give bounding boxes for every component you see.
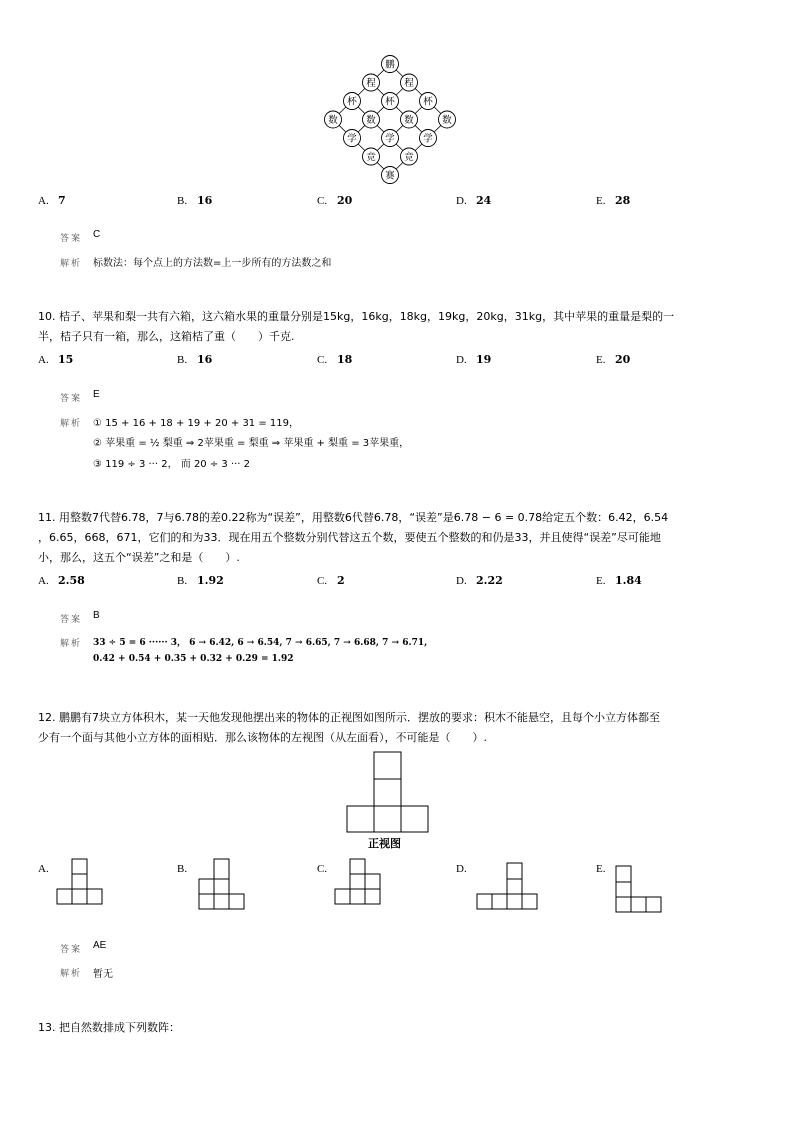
q10-option-d-letter: D. (456, 354, 467, 366)
q11-analysis-label: 解析 (60, 639, 83, 649)
q9-answer: C (93, 229, 101, 240)
diamond-node (382, 167, 399, 184)
diamond-node (420, 93, 437, 110)
q12-option-d-letter: D. (456, 863, 467, 875)
q12-option-c-letter: C. (317, 863, 328, 875)
q10-option-e-letter: E. (596, 354, 606, 366)
q9-option-d-letter: D. (456, 195, 467, 207)
q9-option-e-value: 28 (615, 194, 631, 207)
q9-analysis-label: 解析 (60, 259, 83, 269)
diamond-node (401, 148, 418, 165)
q9-analysis: 标数法：每个点上的方法数=上一步所有的方法数之和 (93, 258, 332, 269)
q10-step-2: ② 苹果重 = ½ 梨重 ⇒ 2苹果重 = 梨重 ⇒ 苹果重 + 梨重 = 3苹果重， (93, 438, 410, 449)
q11-option-b-value: 1.92 (197, 574, 224, 587)
q10-answer: E (93, 389, 100, 400)
diamond-node (363, 148, 380, 165)
q11-option-d-letter: D. (456, 575, 467, 587)
q12-answer-label: 答案 (60, 945, 83, 955)
q11-option-c-letter: C. (317, 575, 328, 587)
diamond-node (344, 93, 361, 110)
q10-stem-line1: 10. 桔子、苹果和梨一共有六箱，这六箱水果的重量分别是15kg，16kg，18kg，19kg，20kg，31kg，其中苹果的重量是梨的一 (38, 310, 675, 323)
q10-option-b-value: 16 (197, 353, 213, 366)
diamond-node (401, 74, 418, 91)
q11-option-b-letter: B. (177, 575, 188, 587)
diamond-node (363, 111, 380, 128)
diamond-node-label: 数 (442, 115, 452, 126)
q10-option-c-value: 18 (337, 353, 353, 366)
q11-option-d-value: 2.22 (476, 574, 503, 587)
q10-step-3: ③ 119 ÷ 3 ··· 2， 而 20 ÷ 3 ··· 2 (93, 459, 251, 470)
diamond-node-label: 杯 (385, 96, 395, 108)
diamond-node-label: 学 (347, 133, 357, 145)
q12-option-a-figure (56, 858, 104, 906)
q12-stem-line2: 少有一个面与其他小立方体的面相贴．那么该物体的左视图（从左面看），不可能是（ ）. (38, 731, 487, 744)
q10-analysis-label: 解析 (60, 419, 83, 429)
diamond-node (382, 56, 399, 73)
q9-option-a-letter: A. (38, 195, 49, 207)
front-view-figure (346, 750, 430, 834)
diamond-node-label: 程 (404, 78, 414, 89)
diamond-node (382, 93, 399, 110)
q10-option-d-value: 19 (476, 353, 492, 366)
diamond-node-label: 杯 (347, 96, 357, 108)
q10-answer-label: 答案 (60, 394, 83, 404)
q9-option-c-value: 20 (337, 194, 353, 207)
q12-stem-line1: 12. 鹏鹏有7块立方体积木，某一天他发现他摆出来的物体的正视图如图所示．摆放的要求：积木不能悬空，且每个小立方体都至 (38, 711, 660, 724)
q11-answer: B (93, 610, 100, 621)
q13-stem-line1: 13. 把自然数排成下列数阵： (38, 1021, 180, 1034)
diamond-node-label: 数 (366, 115, 376, 126)
diamond-grid-figure (320, 52, 460, 188)
q12-analysis: 暂无 (93, 969, 113, 980)
diamond-node (363, 74, 380, 91)
q11-option-a-letter: A. (38, 575, 49, 587)
q11-stem-line3: 小，那么，这五个“误差”之和是（ ）. (38, 551, 240, 564)
q11-option-a-value: 2.58 (58, 574, 85, 587)
diamond-node (420, 130, 437, 147)
diamond-node-label: 鹏 (385, 59, 395, 71)
q12-option-d-figure (476, 862, 540, 912)
front-view-label: 正视图 (368, 837, 401, 850)
diamond-node (325, 111, 342, 128)
q12-analysis-label: 解析 (60, 969, 83, 979)
diamond-node-label: 学 (423, 133, 433, 145)
q12-option-e-letter: E. (596, 863, 606, 875)
q11-option-e-letter: E. (596, 575, 606, 587)
q11-option-e-value: 1.84 (615, 574, 642, 587)
q9-option-b-value: 16 (197, 194, 213, 207)
q12-option-a-letter: A. (38, 863, 49, 875)
q9-option-b-letter: B. (177, 195, 188, 207)
q10-option-e-value: 20 (615, 353, 631, 366)
q12-option-b-letter: B. (177, 863, 188, 875)
diamond-node-label: 程 (366, 78, 376, 89)
diamond-node (439, 111, 456, 128)
q11-step-2: 0.42 + 0.54 + 0.35 + 0.32 + 0.29 = 1.92 (93, 654, 294, 664)
q9-option-c-letter: C. (317, 195, 328, 207)
q12-option-c-figure (334, 858, 382, 906)
q11-option-c-value: 2 (337, 574, 345, 587)
diamond-node-label: 数 (328, 115, 338, 126)
q12-answer: AE (93, 940, 107, 951)
q9-option-a-value: 7 (58, 194, 66, 207)
q10-step-1: ① 15 + 16 + 18 + 19 + 20 + 31 = 119， (93, 418, 299, 429)
q9-option-e-letter: E. (596, 195, 606, 207)
q11-stem-line2: ，6.65，668，671，它们的和为33．现在用五个整数分别代替这五个数，要使五个整数的和仍是33，并且使得“误差”尽可能地 (38, 531, 661, 544)
q12-option-b-figure (198, 858, 246, 912)
q11-step-1: 33 ÷ 5 = 6 ······ 3， 6 → 6.42, 6 → 6.54, 7 → 6.65, 7 → 6.68, 7 → 6.71, (93, 638, 428, 648)
diamond-node (382, 130, 399, 147)
diamond-node (401, 111, 418, 128)
q10-option-a-value: 15 (58, 353, 74, 366)
q11-stem-line1: 11. 用整数7代替6.78，7与6.78的差0.22称为“误差”，用整数6代替6.78，“误差”是6.78 − 6 = 0.78给定五个数：6.42，6.54 (38, 511, 669, 524)
q10-option-c-letter: C. (317, 354, 328, 366)
diamond-node-label: 竞 (366, 152, 376, 163)
diamond-node-label: 杯 (423, 96, 433, 108)
q10-option-b-letter: B. (177, 354, 188, 366)
diamond-node-label: 数 (404, 115, 414, 126)
q9-option-d-value: 24 (476, 194, 492, 207)
q10-option-a-letter: A. (38, 354, 49, 366)
diamond-node (344, 130, 361, 147)
q9-answer-label: 答案 (60, 234, 83, 244)
diamond-node-label: 学 (385, 133, 395, 145)
q11-answer-label: 答案 (60, 615, 83, 625)
q12-option-e-figure (615, 865, 665, 915)
diamond-node-label: 竞 (404, 152, 414, 163)
diamond-node-label: 赛 (385, 170, 395, 182)
q10-stem-line2: 半，桔子只有一箱，那么，这箱桔了重（ ）千克. (38, 330, 295, 343)
